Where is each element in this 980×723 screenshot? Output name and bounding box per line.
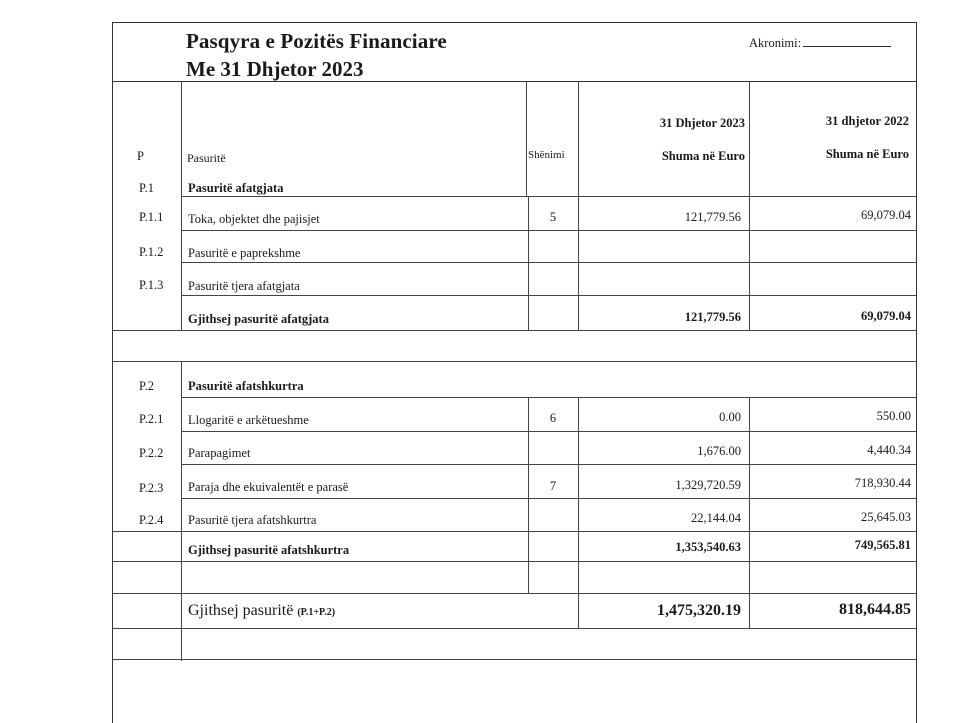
grand-total-value-2023: 1,475,320.19 bbox=[657, 602, 741, 619]
row-label: Pasuritë tjera afatshkurtra bbox=[188, 513, 317, 527]
row-value-2023: 121,779.56 bbox=[684, 210, 741, 224]
row-value-2022: 69,079.04 bbox=[861, 208, 911, 222]
row-code: P.2 bbox=[139, 379, 154, 393]
grid-line bbox=[181, 196, 916, 197]
row-label: Pasuritë afatgjata bbox=[188, 181, 284, 195]
row-label: Toka, objektet dhe pajisjet bbox=[188, 212, 320, 226]
akronimi-blank-line bbox=[803, 34, 891, 47]
subtotal-value-2022: 749,565.81 bbox=[854, 538, 911, 552]
grand-total-label-text: Gjithsej pasuritë bbox=[188, 602, 294, 619]
column-header-2022-unit: Shuma në Euro bbox=[825, 147, 909, 161]
subtotal-value-2023: 1,353,540.63 bbox=[675, 540, 741, 554]
grid-line bbox=[528, 397, 529, 593]
row-value-2023: 0.00 bbox=[719, 410, 741, 424]
grid-line bbox=[181, 397, 916, 398]
row-note: 7 bbox=[549, 479, 557, 493]
grid-line bbox=[113, 561, 916, 562]
grid-line bbox=[181, 262, 916, 263]
grid-line bbox=[749, 81, 750, 331]
column-header-2023-unit: Shuma në Euro bbox=[661, 149, 745, 163]
grid-line bbox=[181, 464, 916, 465]
grid-line bbox=[578, 81, 579, 331]
grid-line bbox=[113, 361, 916, 362]
row-value-2023: 1,676.00 bbox=[697, 444, 741, 458]
subtotal-value-2023: 121,779.56 bbox=[684, 310, 741, 324]
column-header-2022-date: 31 dhjetor 2022 bbox=[825, 114, 909, 128]
row-value-2022: 25,645.03 bbox=[861, 510, 911, 524]
row-code: P.2.3 bbox=[139, 481, 164, 495]
subtotal-label: Gjithsej pasuritë afatgjata bbox=[188, 312, 329, 326]
grid-line bbox=[181, 295, 916, 296]
row-label: Llogaritë e arkëtueshme bbox=[188, 413, 309, 427]
row-label: Pasuritë e paprekshme bbox=[188, 246, 301, 260]
row-label: Pasuritë afatshkurtra bbox=[188, 379, 304, 393]
akronimi-label: Akronimi: bbox=[749, 36, 802, 50]
grid-line bbox=[113, 628, 916, 629]
row-value-2023: 22,144.04 bbox=[691, 511, 741, 525]
row-code: P.2.2 bbox=[139, 446, 164, 460]
grand-total-value-2022: 818,644.85 bbox=[839, 601, 911, 618]
row-label: Paraja dhe ekuivalentët e parasë bbox=[188, 480, 349, 494]
row-value-2023: 1,329,720.59 bbox=[675, 478, 741, 492]
row-note: 5 bbox=[549, 210, 557, 224]
grid-line bbox=[578, 397, 579, 593]
column-header-note: Shënimi bbox=[528, 149, 565, 161]
row-code: P.1.2 bbox=[139, 245, 164, 259]
grid-line bbox=[749, 397, 750, 628]
row-value-2022: 4,440.34 bbox=[867, 443, 911, 457]
row-note: 6 bbox=[549, 411, 557, 425]
subtotal-value-2022: 69,079.04 bbox=[861, 309, 911, 323]
row-code: P.2.1 bbox=[139, 412, 164, 426]
column-header-code: P bbox=[137, 149, 144, 163]
row-code: P.2.4 bbox=[139, 513, 164, 527]
grid-line bbox=[113, 531, 916, 532]
grid-line bbox=[113, 659, 916, 660]
grid-line bbox=[181, 361, 182, 661]
column-header-label: Pasuritë bbox=[187, 151, 226, 165]
grid-line bbox=[181, 431, 916, 432]
balance-sheet-page bbox=[112, 22, 917, 723]
row-value-2022: 550.00 bbox=[876, 409, 911, 423]
grid-line bbox=[578, 593, 579, 628]
grand-total-label bbox=[188, 602, 335, 620]
grid-line bbox=[113, 593, 916, 594]
subtotal-label: Gjithsej pasuritë afatshkurtra bbox=[188, 543, 350, 557]
row-value-2022: 718,930.44 bbox=[854, 476, 911, 490]
grid-line bbox=[181, 81, 182, 331]
document-subtitle: Me 31 Dhjetor 2023 bbox=[186, 57, 364, 81]
grid-line bbox=[181, 498, 916, 499]
grid-line bbox=[113, 330, 916, 331]
document-header bbox=[113, 23, 916, 82]
row-label: Parapagimet bbox=[188, 446, 251, 460]
row-code: P.1 bbox=[139, 181, 154, 195]
grand-total-label-suffix: (P.1+P.2) bbox=[297, 607, 336, 618]
column-header-2023-date: 31 Dhjetor 2023 bbox=[659, 116, 745, 130]
document-title: Pasqyra e Pozitës Financiare bbox=[186, 29, 447, 53]
akronimi-field bbox=[749, 34, 891, 51]
grid-line bbox=[526, 81, 527, 197]
row-label: Pasuritë tjera afatgjata bbox=[188, 279, 300, 293]
row-code: P.1.1 bbox=[139, 210, 164, 224]
grid-line bbox=[181, 230, 916, 231]
row-code: P.1.3 bbox=[139, 278, 164, 292]
